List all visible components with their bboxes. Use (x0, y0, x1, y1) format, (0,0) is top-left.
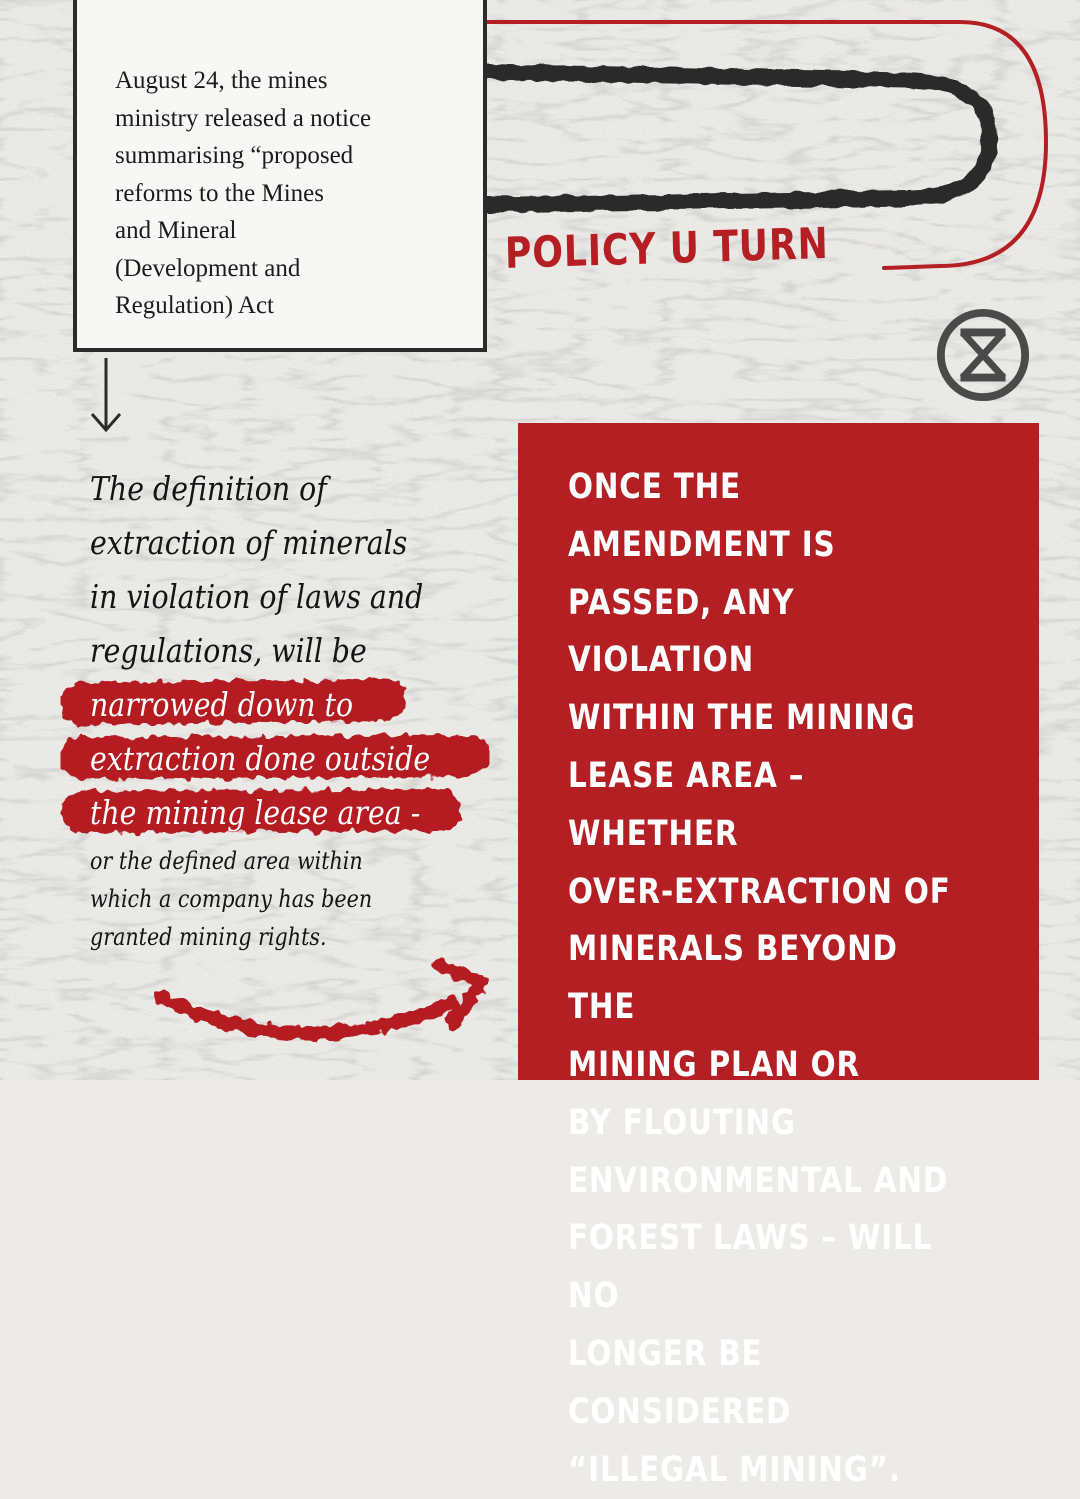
definition-small-line: which a company has been (90, 885, 373, 913)
highlighted-line: the mining lease area - (90, 793, 421, 832)
definition-small-line: granted mining rights. (90, 923, 327, 951)
amendment-panel (518, 423, 1039, 1490)
definition-line: The definition of (90, 469, 327, 508)
definition-small-line: or the defined area within (90, 847, 363, 875)
definition-line: regulations, will be (90, 631, 367, 670)
notice-box (73, 0, 487, 352)
extinction-symbol-icon (934, 306, 1032, 404)
policy-u-turn-label: POLICY U TURN (504, 218, 830, 279)
definition-line: in violation of laws and (90, 577, 424, 616)
arrow-down-icon (92, 358, 120, 430)
definition-text (90, 462, 510, 956)
definition-main (90, 462, 451, 840)
amendment-text: ONCE THE AMENDMENT IS PASSED, ANY VIOLATION WITHIN THE MINING LEASE AREA – WHETHER OVER-EXTRACTION OF MINERALS BEYOND THE MINING PLAN OR BY FLOUTING ENVIRONMENTAL AND FOREST LAWS – WILL NO LONGER BE CONSIDERED “ILLEGAL MINING”. (568, 467, 951, 1490)
curved-arrow-icon (162, 966, 482, 1034)
definition-line: extraction of minerals (90, 523, 408, 562)
definition-footnote (90, 842, 451, 956)
highlighted-line: narrowed down to (90, 685, 354, 724)
notice-text: August 24, the mines ministry released a notice summarising “proposed reforms to the Mines and Mineral (Development and Regulation) Act (115, 67, 372, 319)
u-turn-icon (488, 72, 990, 205)
highlighted-line: extraction done outside (90, 739, 431, 778)
